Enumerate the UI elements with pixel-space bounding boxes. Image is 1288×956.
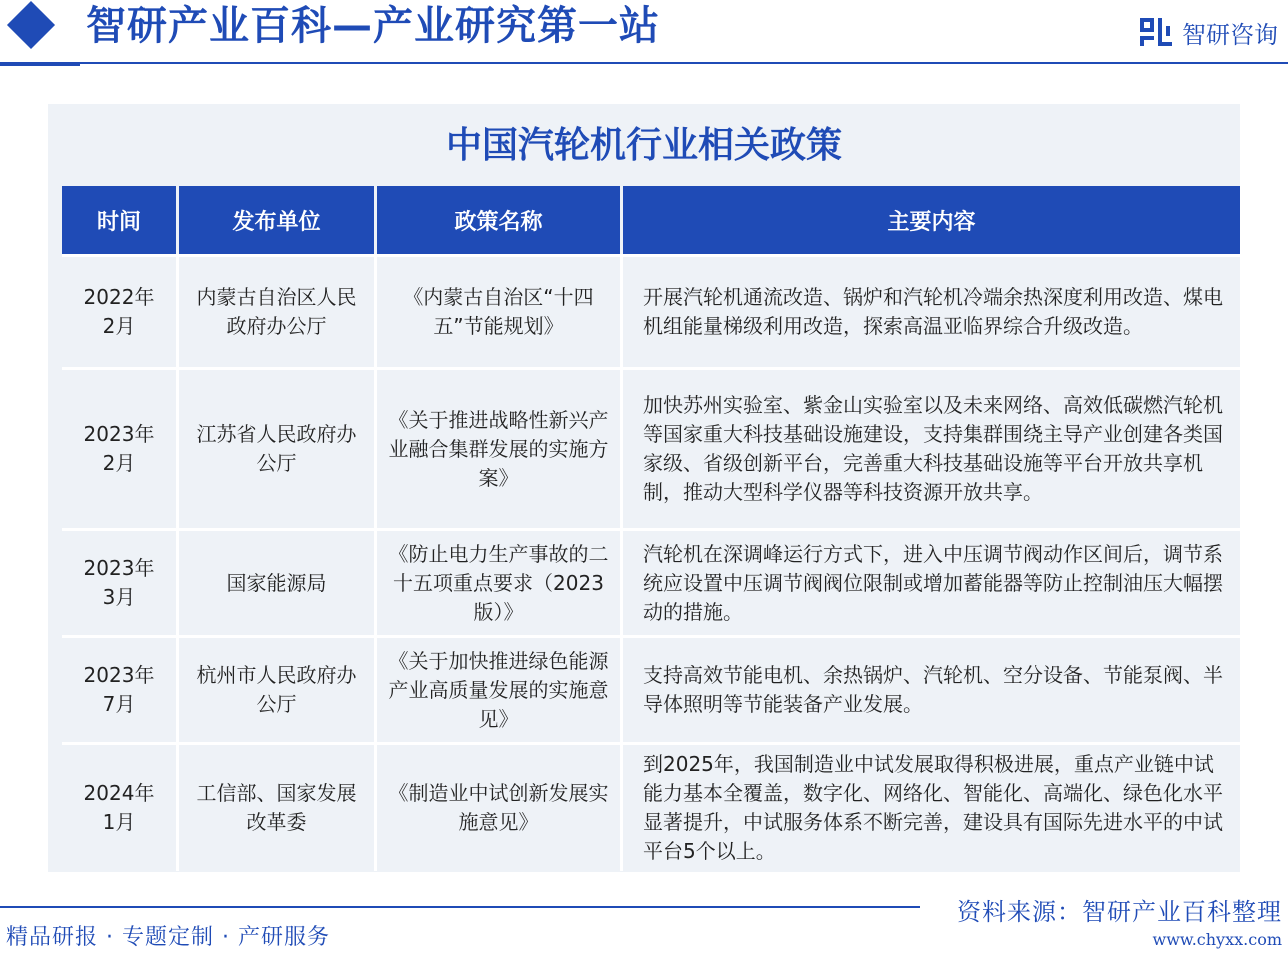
site-title: 智研产业百科—产业研究第一站 [86,3,660,49]
cell-content: 到2025年，我国制造业中试发展取得积极进展，重点产业链中试能力基本全覆盖，数字化、网络化、智能化、高端化、绿色化水平显著提升，中试服务体系不断完善，建设具有国际先进水平的中试平台5个以上。 [623,742,1240,871]
cell-date: 2022年 2月 [62,254,179,367]
page-header [0,0,1288,62]
cell-date: 2023年 7月 [62,635,179,742]
zhiyan-logo-icon [1138,16,1174,48]
cell-policy: 《制造业中试创新发展实施意见》 [377,742,623,871]
column-header-policy: 政策名称 [377,186,623,254]
table-row [62,367,1240,528]
cell-policy: 《关于推进战略性新兴产业融合集群发展的实施方案》 [377,367,623,528]
diamond-icon [7,1,55,49]
column-header-issuer: 发布单位 [179,186,377,254]
cell-date: 2023年 2月 [62,367,179,528]
cell-content: 加快苏州实验室、紫金山实验室以及未来网络、高效低碳燃汽轮机等国家重大科技基础设施建设，支持集群围绕主导产业创建各类国家级、省级创新平台，完善重大科技基础设施等平台开放共享机制，推动大型科学仪器等科技资源开放共享。 [623,367,1240,528]
cell-policy: 《关于加快推进绿色能源产业高质量发展的实施意见》 [377,635,623,742]
column-header-date: 时间 [62,186,179,254]
header-divider-accent [0,62,80,66]
cell-issuer: 杭州市人民政府办公厅 [179,635,377,742]
brand[interactable] [1138,14,1278,50]
footer-divider [0,906,920,908]
cell-date: 2024年 1月 [62,742,179,871]
cell-policy: 《防止电力生产事故的二十五项重点要求（2023版）》 [377,528,623,635]
cell-issuer: 工信部、国家发展改革委 [179,742,377,871]
table-row [62,635,1240,742]
cell-issuer: 国家能源局 [179,528,377,635]
cell-policy: 《内蒙古自治区“十四五”节能规划》 [377,254,623,367]
column-header-content: 主要内容 [623,186,1240,254]
cell-content: 开展汽轮机通流改造、锅炉和汽轮机冷端余热深度利用改造、煤电机组能量梯级利用改造，探索高温亚临界综合升级改造。 [623,254,1240,367]
cell-issuer: 江苏省人民政府办公厅 [179,367,377,528]
header-divider [0,62,1288,64]
cell-content: 汽轮机在深调峰运行方式下，进入中压调节阀动作区间后，调节系统应设置中压调节阀阀位限制或增加蓄能器等防止控制油压大幅摆动的措施。 [623,528,1240,635]
table-row [62,254,1240,367]
cell-issuer: 内蒙古自治区人民政府办公厅 [179,254,377,367]
footer-tagline: 精品研报 · 专题定制 · 产研服务 [6,925,330,950]
brand-name: 智研咨询 [1182,20,1278,49]
source-note: 资料来源：智研产业百科整理 [957,898,1282,926]
table-row [62,528,1240,635]
table-title: 中国汽轮机行业相关政策 [445,125,842,166]
table-row [62,742,1240,871]
cell-content: 支持高效节能电机、余热锅炉、汽轮机、空分设备、节能泵阀、半导体照明等节能装备产业发展。 [623,635,1240,742]
policy-table [62,186,1240,871]
table-header-row [62,186,1240,254]
cell-date: 2023年 3月 [62,528,179,635]
site-url-link[interactable]: www.chyxx.com [1152,930,1282,949]
